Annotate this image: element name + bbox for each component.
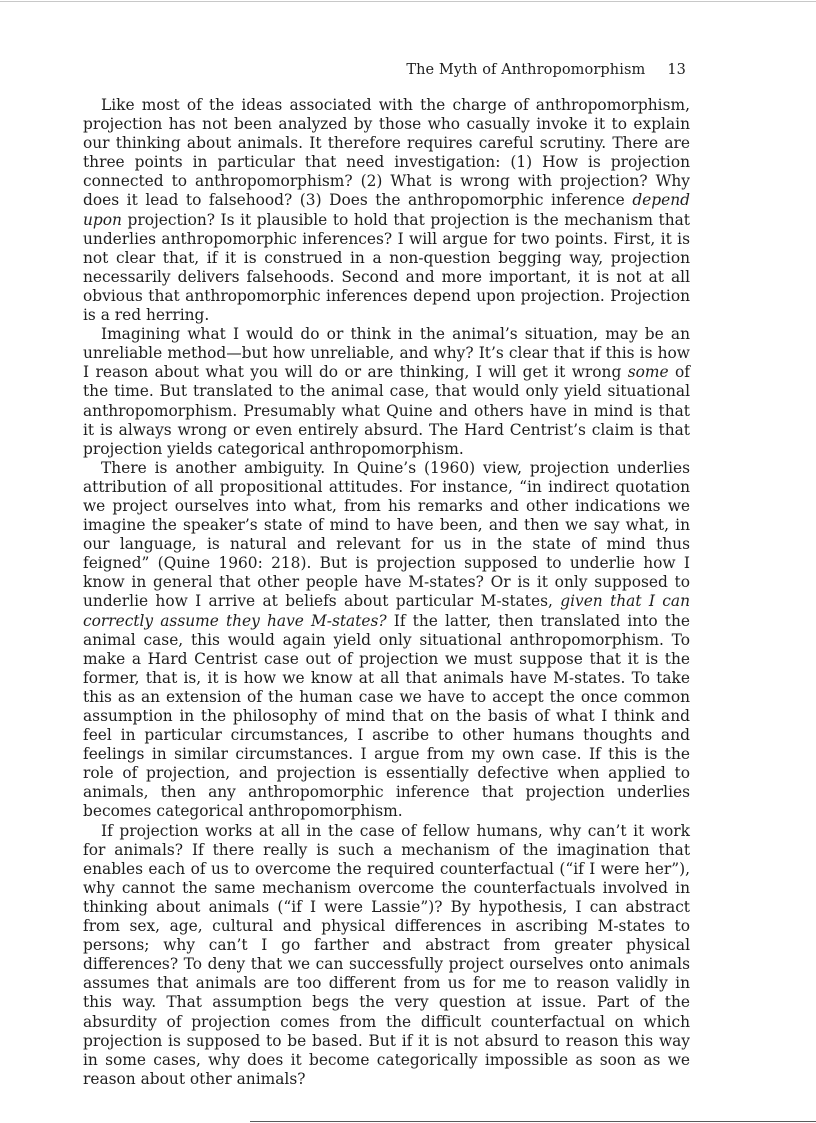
paragraph-1: Like most of the ideas associated with the charge of anthropomorphism, projection has not been analyzed by those who casually invoke it to explain our thinking about animals. It therefore requires careful scrutiny. There are three points in particular that need investigation: (1) How is projection connected to anthropomorphism? (2) What is wrong with projection? Why does it lead to falsehood? (3) Does the anthropomorphic inference depend upon projection? Is it plausible to hold that projection is the mechanism that underlies anthropomorphic inferences? I will argue for two points. First, it is not clear that, if it is construed in a non-question begging way, projection necessarily delivers falsehoods. Second and more important, it is not at all obvious that anthropomorphic inferences depend upon projection. Projection is a red herring.: [83, 96, 690, 325]
running-header: [406, 62, 686, 78]
paragraph-3: There is another ambiguity. In Quine’s (1960) view, projection underlies attribution of all propositional attitudes. For instance, “in indirect quotation we project ourselves into what, from his remarks and other indications we imagine the speaker’s state of mind to have been, and then we say what, in our language, is natural and relevant for us in the state of mind thus feigned” (Quine 1960: 218). But is projection supposed to underlie how I know in general that other people have M-states? Or is it only supposed to underlie how I arrive at beliefs about particular M-states, given that I can correctly assume they have M-states? If the latter, then translated into the animal case, this would again yield only situational anthropomorphism. To make a Hard Centrist case out of projection we must suppose that it is the former, that is, it is how we know at all that animals have M-states. To take this as an extension of the human case we have to accept the once common assumption in the philosophy of mind that on the basis of what I think and feel in particular circumstances, I ascribe to other humans thoughts and feelings in similar circumstances. I argue from my own case. If this is the role of projection, and projection is essentially defective when applied to animals, then any anthropomorphic inference that projection underlies becomes categorical anthropomorphism.: [83, 458, 690, 821]
page-number: 13: [667, 62, 686, 78]
top-edge-line: [0, 1, 816, 2]
bottom-edge-line: [250, 1121, 816, 1122]
body-text: [83, 96, 690, 1089]
paragraph-2: Imagining what I would do or think in the animal’s situation, may be an unreliable method—but how unreliable, and why? It’s clear that if this is how I reason about what you will do or are thinking, I will get it wrong some of the time. But translated to the animal case, that would only yield situational anthropomorphism. Presumably what Quine and others have in mind is that it is always wrong or even entirely absurd. The Hard Centrist’s claim is that projection yields categorical anthropomorphism.: [83, 325, 691, 458]
running-title: The Myth of Anthropomorphism: [406, 62, 646, 78]
paragraph-4: If projection works at all in the case of fellow humans, why can’t it work for animals? If there really is such a mechanism of the imagination that enables each of us to overcome the required counterfactual (“if I were her”), why cannot the same mechanism overcome the counterfactuals involved in thinking about animals (“if I were Lassie”)? By hypothesis, I can abstract from sex, age, cultural and physical differences in ascribing M-states to persons; why can’t I go farther and abstract from greater physical differences? To deny that we can successfully project ourselves onto animals assumes that animals are too different from us for me to reason validly in this way. That assumption begs the very question at issue. Part of the absurdity of projection comes from the difficult counterfactual on which projection is supposed to be based. But if it is not absurd to reason this way in some cases, why does it become categorically impossible as soon as we reason about other animals?: [83, 821, 690, 1088]
